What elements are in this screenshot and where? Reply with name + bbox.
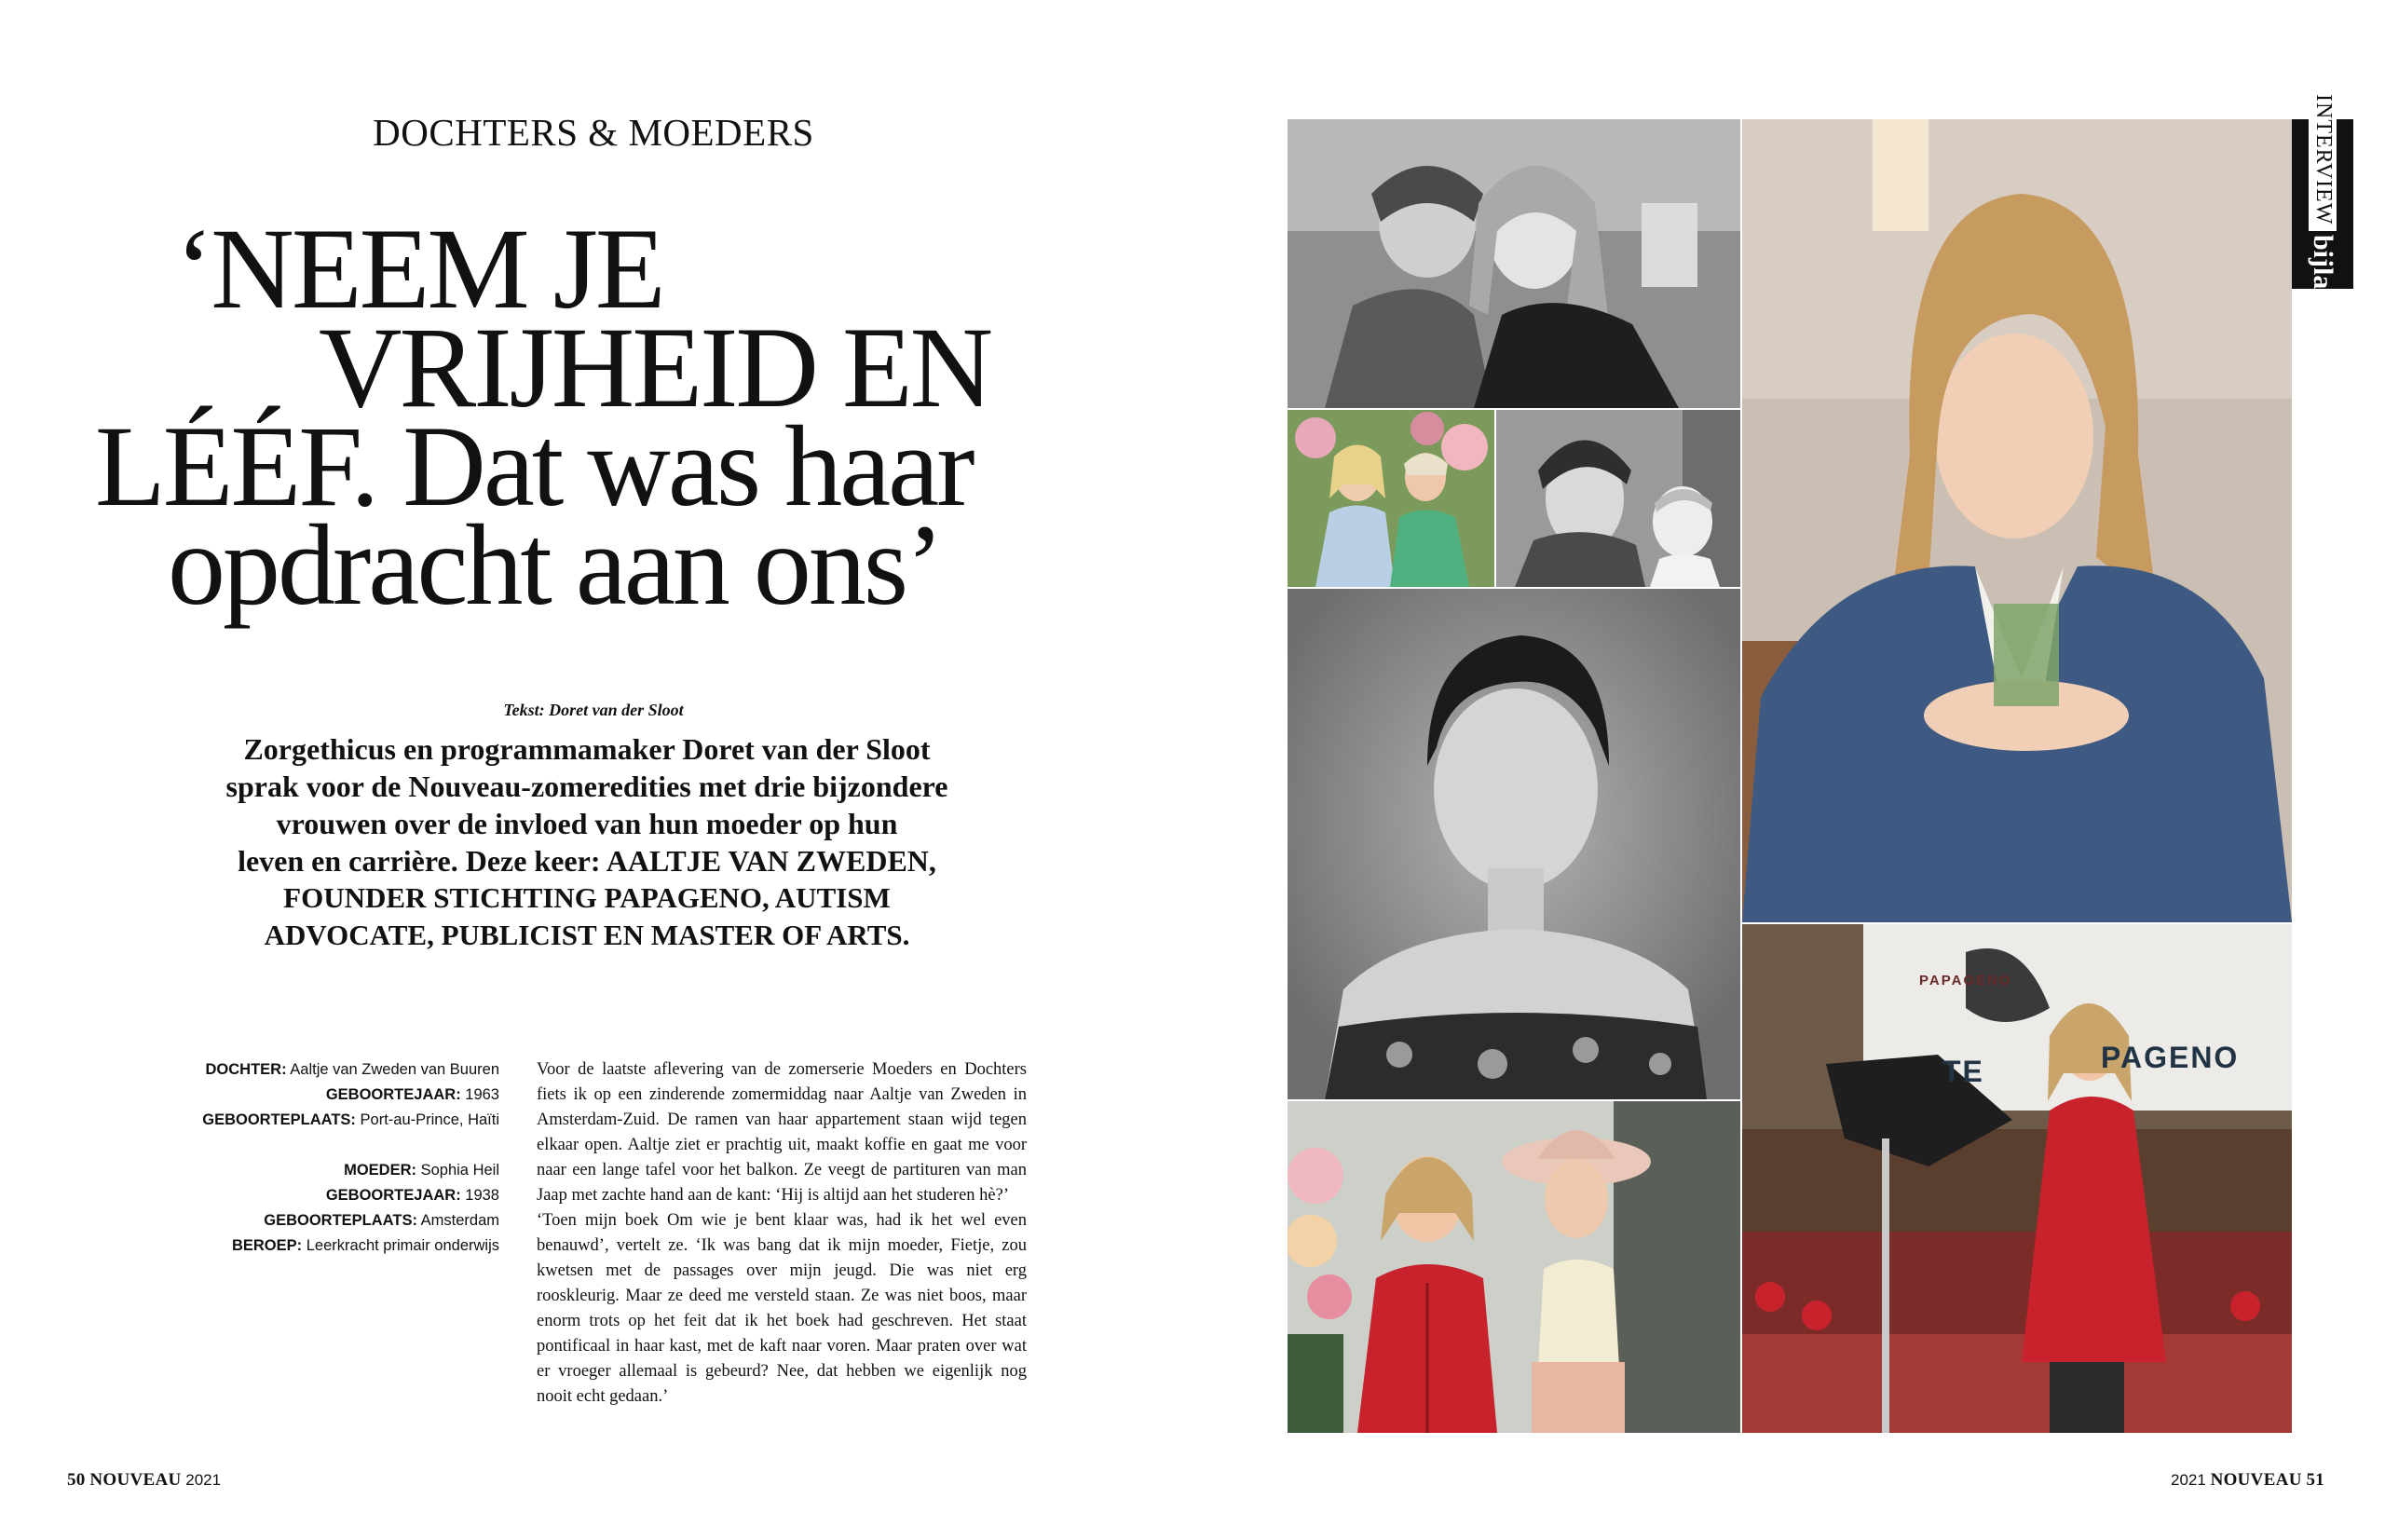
intro-line: sprak voor de Nouveau-zomeredities met drie bijzondere <box>225 770 948 803</box>
body-paragraph: ‘Toen mijn boek Om wie je bent klaar was, had ik het wel even benauwd’, vertelt ze. ‘Ik was bang dat ik mijn moeder, Fietje, zou kwetsen met de passages over mijn jeugd. Die was niet erg rooskleurig. Maar ze deed me versteld staan. Ze was niet boos, maar enorm trots op het feit dat ik het boek had geschreven. Het staat pontificaal in haar kast, met de kaft naar voren. Maar praten over wat er vroeger allemaal is gebeurd? Nee, dat hebben we eigenlijk nog nooit echt gedaan.’ <box>537 1211 1027 1406</box>
intro-line: ADVOCATE, PUBLICIST EN MASTER OF ARTS. <box>264 919 910 951</box>
headline-line-1: ‘NEEM JE <box>175 205 663 333</box>
headline-line-4: opdracht aan ons’ <box>168 501 942 629</box>
interview-tab <box>2292 94 2353 316</box>
photo-mother-daughter-bw <box>1288 119 1740 408</box>
intro-paragraph <box>177 730 997 954</box>
screen-text-left: TE <box>1942 1055 1984 1088</box>
fact-row <box>121 1233 499 1259</box>
article-body <box>537 1057 1027 1410</box>
magazine-name: NOUVEAU <box>89 1470 182 1490</box>
fact-label: GEBOORTEJAAR: <box>325 1187 461 1204</box>
fact-label: GEBOORTEPLAATS: <box>264 1212 417 1229</box>
page-number: 50 <box>67 1470 86 1490</box>
fact-value: Port-au-Prince, Haïti <box>360 1111 499 1128</box>
tab-label-interview: INTERVIEW <box>2309 89 2337 230</box>
headline <box>56 205 1137 629</box>
page-number: 51 <box>2306 1470 2325 1490</box>
byline: Tekst: Doret van der Sloot <box>503 701 684 719</box>
facts-box <box>121 1057 499 1259</box>
photo-mother-with-child-bw <box>1496 410 1740 587</box>
folio-right <box>2171 1470 2324 1491</box>
fact-row <box>121 1057 499 1083</box>
intro-line: FOUNDER STICHTING PAPAGENO, AUTISM <box>283 881 891 914</box>
fact-value: Leerkracht primair onderwijs <box>306 1237 499 1254</box>
fact-row <box>121 1158 499 1183</box>
magazine-name: NOUVEAU <box>2210 1470 2302 1490</box>
folio-left <box>67 1470 221 1491</box>
intro-line: leven en carrière. Deze keer: AALTJE VAN ZWEDEN, <box>238 844 936 878</box>
fact-label: DOCHTER: <box>205 1061 287 1078</box>
tab-label-bijlage: bijlage <box>2308 234 2338 316</box>
headline-line-2: VRIJHEID EN <box>319 304 991 431</box>
photo-two-women-garden <box>1288 410 1494 587</box>
folio-year: 2021 <box>185 1471 222 1489</box>
headline-line-3: LÉÉF. Dat was haar <box>95 402 973 530</box>
intro-line: vrouwen over de invloed van hun moeder op hun <box>276 807 898 840</box>
fact-label: GEBOORTEPLAATS: <box>202 1111 356 1128</box>
fact-value: Amsterdam <box>420 1212 499 1229</box>
fact-value: 1963 <box>465 1086 499 1103</box>
photo-aaltje-with-queen <box>1288 1101 1740 1433</box>
fact-spacer <box>121 1133 499 1158</box>
body-paragraph: Voor de laatste aflevering van de zomerserie Moeders en Dochters fiets ik op een zinderende zomermiddag naar Aaltje van Zweden in Amsterdam-Zuid. De ramen van haar appartement staan wijd tegen elkaar open. Aaltje ziet er prachtig uit, maakt koffie en gaat me voor naar een lange tafel voor het balkon. Ze veegt de partituren van man Jaap met zachte hand aan de kant: ‘Hij is altijd aan het studeren hè?’ <box>537 1060 1027 1205</box>
intro-line: Zorgethicus en programmamaker Doret van der Sloot <box>243 732 931 766</box>
fact-label: MOEDER: <box>344 1162 417 1179</box>
photo-aaltje-speaking-stage <box>1742 924 2292 1433</box>
fact-row <box>121 1208 499 1233</box>
screen-logo-text: PAPAGENO <box>1919 973 2012 988</box>
photo-portrait-mother-young-bw <box>1288 589 1740 1099</box>
folio-year: 2021 <box>2171 1471 2206 1489</box>
screen-text-right: PAGENO <box>2101 1041 2240 1074</box>
fact-label: GEBOORTEJAAR: <box>325 1086 461 1103</box>
fact-value: Aaltje van Zweden van Buuren <box>290 1061 499 1078</box>
section-title: DOCHTERS & MOEDERS <box>373 111 814 154</box>
fact-value: Sophia Heil <box>420 1162 499 1179</box>
fact-label: BEROEP: <box>231 1237 303 1254</box>
fact-row <box>121 1108 499 1133</box>
fact-row <box>121 1083 499 1108</box>
photo-portrait-aaltje-denim <box>1742 119 2292 922</box>
fact-value: 1938 <box>465 1187 499 1204</box>
fact-row <box>121 1183 499 1208</box>
